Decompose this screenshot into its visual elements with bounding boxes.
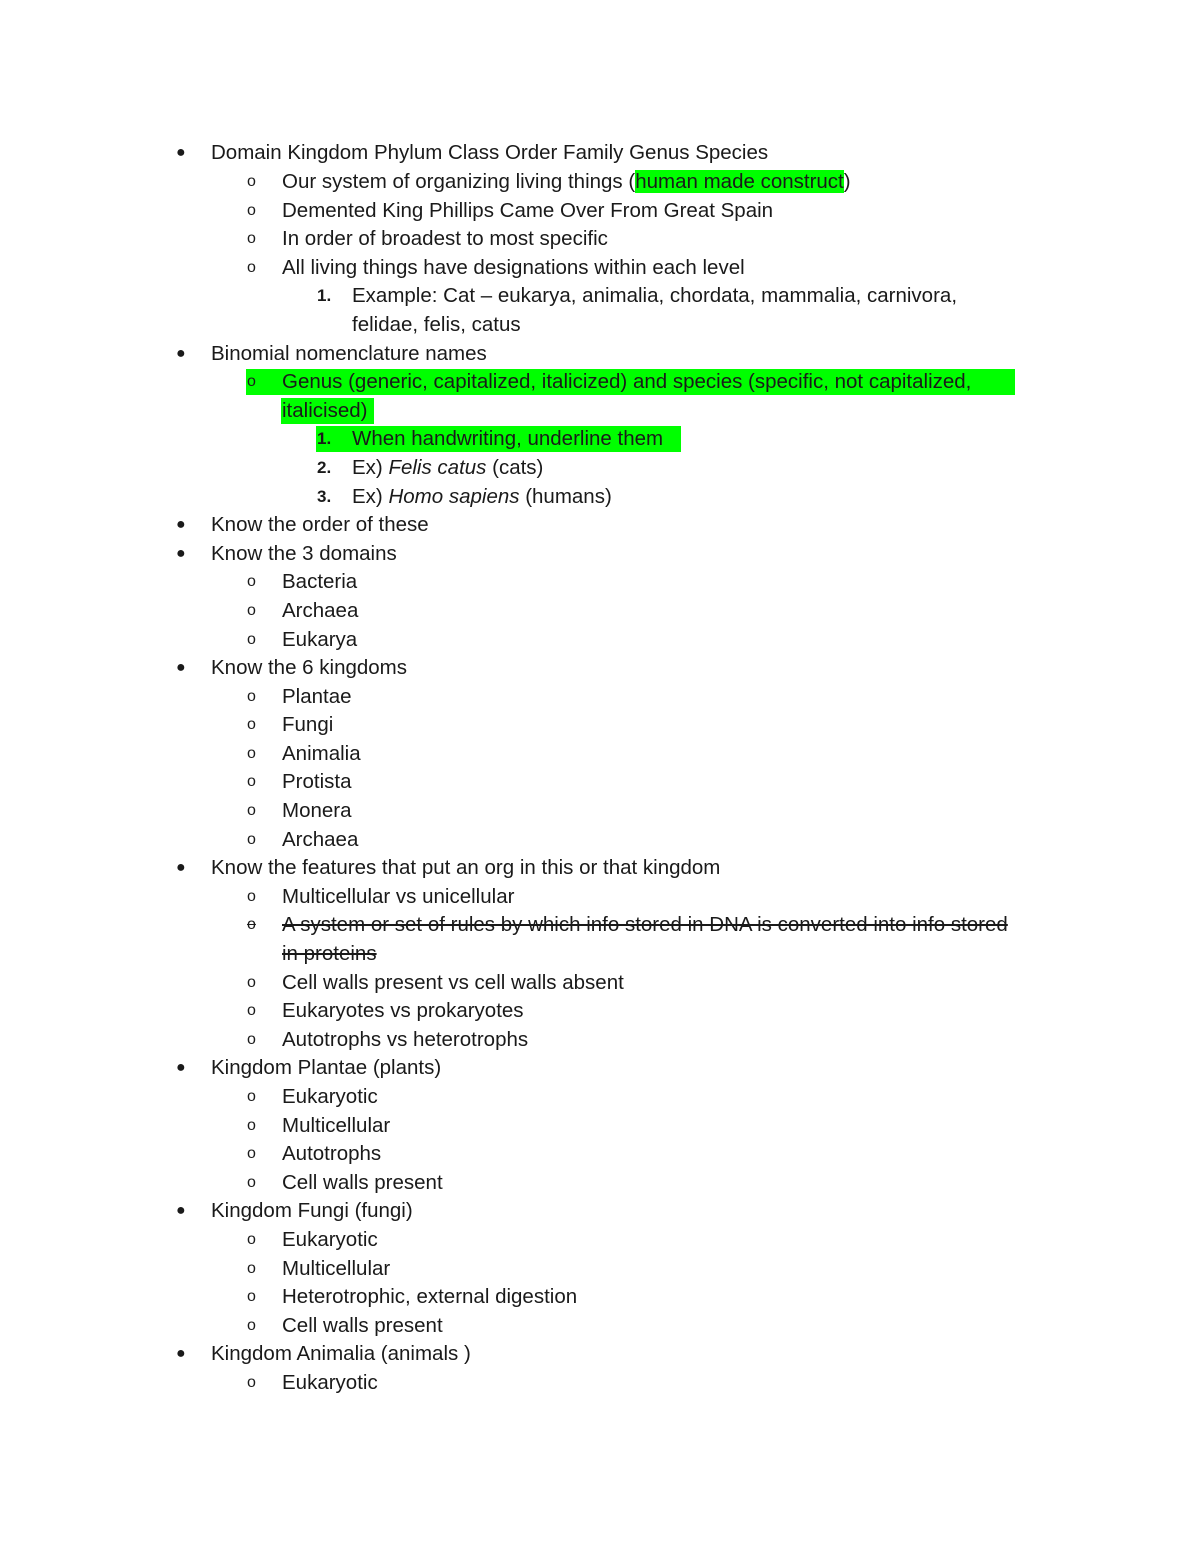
list-item-highlighted: [0, 368, 1200, 397]
item-text: Know the 6 kingdoms: [211, 656, 408, 680]
list-item-continuation: [0, 397, 1200, 426]
list-item: [0, 197, 1200, 226]
list-item: [0, 1283, 1200, 1312]
species-name: Felis catus: [388, 455, 487, 479]
item-text: Protista: [282, 770, 352, 794]
circle-bullet-icon: o: [247, 773, 256, 791]
circle-bullet-icon: o: [247, 744, 256, 762]
item-text: Kingdom Animalia (animals ): [211, 1342, 471, 1366]
bullet-icon: ●: [176, 516, 186, 534]
list-item: [0, 740, 1200, 769]
circle-bullet-icon: o: [247, 716, 256, 734]
item-text: Example: Cat – eukarya, animalia, chordata, mammalia, carnivora,: [352, 284, 958, 308]
list-item: [0, 969, 1200, 998]
item-text: Monera: [282, 799, 352, 823]
list-item-struck: [0, 911, 1200, 940]
list-item: [0, 540, 1200, 569]
document-page: [0, 139, 1200, 1398]
item-text: Eukaryotic: [282, 1085, 378, 1108]
item-text: All living things have designations within each level: [282, 255, 745, 279]
bullet-icon: ●: [176, 659, 186, 677]
item-text: Demented King Phillips Came Over From Great Spain: [282, 198, 774, 222]
list-item: [0, 1140, 1200, 1169]
highlighted-text: human made construct: [635, 170, 844, 193]
item-text: Eukarya: [282, 627, 358, 651]
list-item: [0, 626, 1200, 655]
list-item: [0, 1083, 1200, 1112]
list-item: [0, 1226, 1200, 1255]
list-item: [0, 1026, 1200, 1055]
circle-bullet-icon: o: [247, 887, 256, 905]
circle-bullet-icon: o: [247, 201, 256, 219]
item-text: Domain Kingdom Phylum Class Order Family Genus Species: [211, 141, 769, 164]
list-item: [0, 683, 1200, 712]
item-text: Eukaryotic: [282, 1227, 378, 1251]
list-item: [0, 568, 1200, 597]
list-item: [0, 1112, 1200, 1141]
list-number: 2.: [317, 457, 332, 477]
item-text: Animalia: [282, 741, 361, 765]
circle-bullet-icon: o: [247, 1002, 256, 1020]
item-text: Kingdom Plantae (plants): [211, 1056, 442, 1080]
circle-bullet-icon: o: [247, 230, 256, 248]
item-text: Autotrophs vs heterotrophs: [282, 1027, 529, 1051]
item-text: Cell walls present vs cell walls absent: [282, 970, 624, 994]
circle-bullet-icon: o: [247, 830, 256, 848]
item-text: Ex) Felis catus (cats): [352, 455, 544, 479]
item-text: When handwriting, underline them: [352, 427, 664, 451]
circle-bullet-icon: o: [247, 173, 256, 190]
list-item: [0, 254, 1200, 283]
item-text: Know the features that put an org in this or that kingdom: [211, 856, 721, 880]
list-item: [0, 340, 1200, 369]
item-text: Our system of organizing living things (human made construct): [282, 170, 851, 193]
circle-bullet-icon: o: [247, 601, 256, 619]
item-text: Multicellular: [282, 1113, 391, 1137]
item-text: Autotrophs: [282, 1142, 382, 1166]
item-text: Binomial nomenclature names: [211, 341, 487, 365]
list-item: [0, 168, 1200, 197]
list-item: [0, 1312, 1200, 1341]
item-text: Plantae: [282, 684, 352, 708]
item-text: Eukaryotic: [282, 1370, 378, 1394]
item-text: Kingdom Fungi (fungi): [211, 1199, 413, 1223]
item-text: Multicellular: [282, 1256, 391, 1280]
list-item: [0, 768, 1200, 797]
circle-bullet-icon: o: [247, 373, 256, 391]
circle-bullet-icon: o: [247, 1259, 256, 1277]
list-item-highlighted: [0, 425, 1200, 454]
list-item: [0, 797, 1200, 826]
item-text: Multicellular vs unicellular: [282, 884, 515, 908]
item-text: Archaea: [282, 598, 359, 622]
bullet-icon: ●: [176, 1202, 186, 1220]
bullet-icon: ●: [176, 1345, 186, 1363]
list-item: [0, 511, 1200, 540]
list-item: [0, 1255, 1200, 1284]
circle-bullet-icon: o: [247, 687, 256, 705]
list-item: [0, 883, 1200, 912]
item-text: Know the 3 domains: [211, 541, 397, 565]
bullet-icon: ●: [176, 344, 186, 362]
item-text: Ex) Homo sapiens (humans): [352, 484, 612, 508]
circle-bullet-icon: o: [247, 1145, 256, 1163]
circle-bullet-icon: o: [247, 630, 256, 648]
circle-bullet-icon: o: [247, 1373, 256, 1391]
item-text: italicised): [282, 398, 368, 422]
list-item: [0, 1340, 1200, 1369]
list-item: [0, 1197, 1200, 1226]
list-number: 1.: [317, 429, 332, 449]
list-item: [0, 225, 1200, 254]
list-item: [0, 1054, 1200, 1083]
list-item: [0, 139, 1200, 168]
species-name: Homo sapiens: [388, 484, 520, 508]
circle-bullet-icon: o: [247, 1030, 256, 1048]
circle-bullet-icon: o: [247, 573, 256, 591]
circle-bullet-icon: o: [247, 1116, 256, 1134]
item-text: Cell walls present: [282, 1170, 443, 1194]
item-text: Archaea: [282, 827, 359, 851]
list-item: [0, 454, 1200, 483]
circle-bullet-icon: o: [247, 1288, 256, 1306]
circle-bullet-icon: o: [247, 1088, 256, 1105]
list-item: [0, 597, 1200, 626]
item-text: Cell walls present: [282, 1313, 443, 1337]
item-text: in proteins: [282, 942, 377, 966]
item-text: A system or set of rules by which info stored in DNA is converted into info stored: [282, 913, 1008, 937]
list-item: [0, 826, 1200, 855]
circle-bullet-icon: o: [247, 258, 256, 276]
item-text: Fungi: [282, 713, 334, 737]
item-text: Eukaryotes vs prokaryotes: [282, 999, 524, 1023]
list-item: [0, 483, 1200, 512]
item-text: Know the order of these: [211, 513, 429, 537]
item-text: Heterotrophic, external digestion: [282, 1285, 578, 1309]
bullet-icon: ●: [176, 859, 186, 877]
list-item-continuation: [0, 311, 1200, 340]
list-item: [0, 997, 1200, 1026]
list-number: 1.: [317, 286, 332, 306]
circle-bullet-icon: o: [247, 1230, 256, 1248]
list-item: [0, 654, 1200, 683]
item-text: In order of broadest to most specific: [282, 227, 608, 251]
list-item: [0, 1169, 1200, 1198]
bullet-icon: ●: [176, 144, 186, 161]
list-item: [0, 282, 1200, 311]
list-number: 3.: [317, 486, 332, 506]
item-text: felidae, felis, catus: [352, 312, 521, 336]
list-item-continuation: [0, 940, 1200, 969]
circle-bullet-icon: o: [247, 1173, 256, 1191]
list-item: [0, 1369, 1200, 1398]
item-text: Genus (generic, capitalized, italicized) and species (specific, not capitalized,: [282, 370, 972, 394]
list-item: [0, 854, 1200, 883]
bullet-icon: ●: [176, 544, 186, 562]
circle-bullet-icon: o: [247, 1316, 256, 1334]
circle-bullet-icon: o: [247, 916, 256, 934]
item-text: Bacteria: [282, 570, 358, 594]
circle-bullet-icon: o: [247, 973, 256, 991]
bullet-icon: ●: [176, 1059, 186, 1077]
list-item: [0, 711, 1200, 740]
circle-bullet-icon: o: [247, 802, 256, 820]
